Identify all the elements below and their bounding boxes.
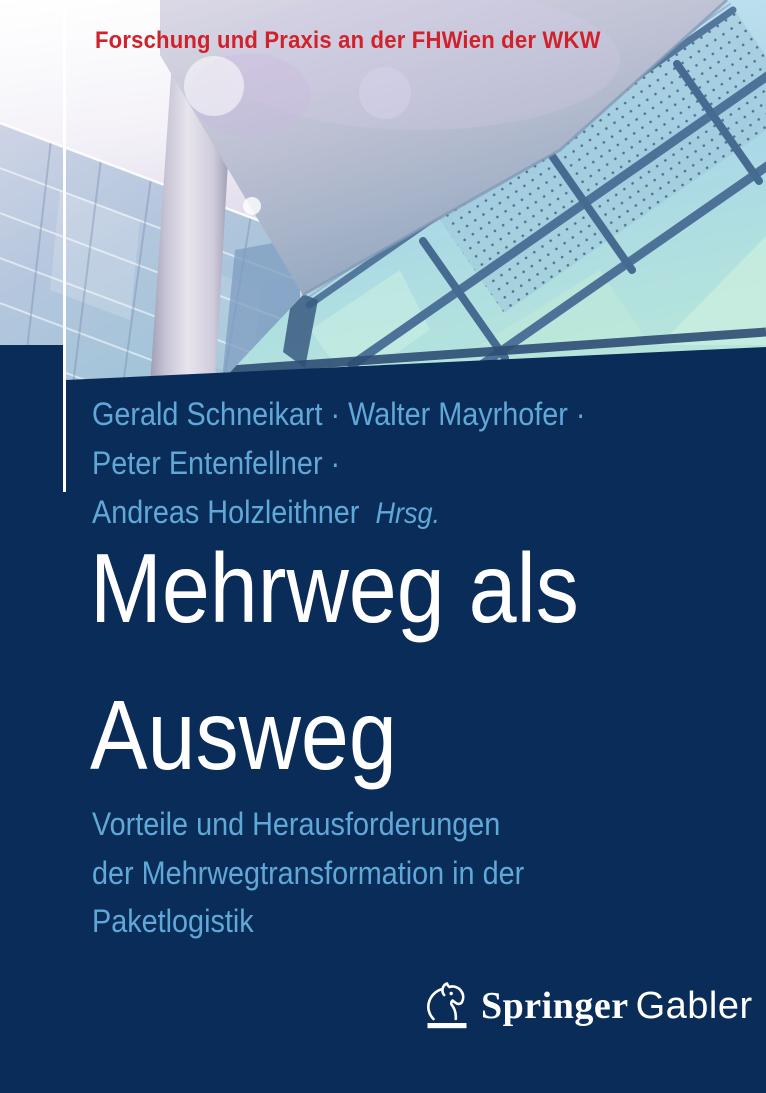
subtitle-line-2: der Mehrwegtransformation in der bbox=[92, 854, 525, 891]
author-name: Andreas Holzleithner bbox=[92, 494, 360, 530]
book-subtitle bbox=[92, 800, 524, 946]
title-line-2: Ausweg bbox=[90, 680, 397, 790]
publisher-name-springer: Springer bbox=[481, 985, 629, 1027]
divider-line bbox=[63, 0, 66, 492]
series-banner: Forschung und Praxis an der FHWien der WKW bbox=[95, 27, 601, 54]
publisher-name-gabler: Gabler bbox=[635, 984, 753, 1027]
spine-panel bbox=[0, 345, 66, 1093]
springer-knight-icon bbox=[424, 980, 472, 1032]
subtitle-line-3: Paketlogistik bbox=[92, 903, 254, 939]
title-line-1: Mehrweg als bbox=[90, 533, 579, 643]
publisher-logo bbox=[424, 979, 753, 1033]
author-line-1: Gerald Schneikart · Walter Mayrhofer · bbox=[92, 396, 586, 432]
book-title bbox=[90, 515, 579, 809]
author-line-2: Peter Entenfellner · bbox=[92, 445, 341, 481]
subtitle-line-1: Vorteile und Herausforderungen bbox=[92, 806, 501, 842]
editor-suffix: Hrsg. bbox=[375, 497, 441, 530]
